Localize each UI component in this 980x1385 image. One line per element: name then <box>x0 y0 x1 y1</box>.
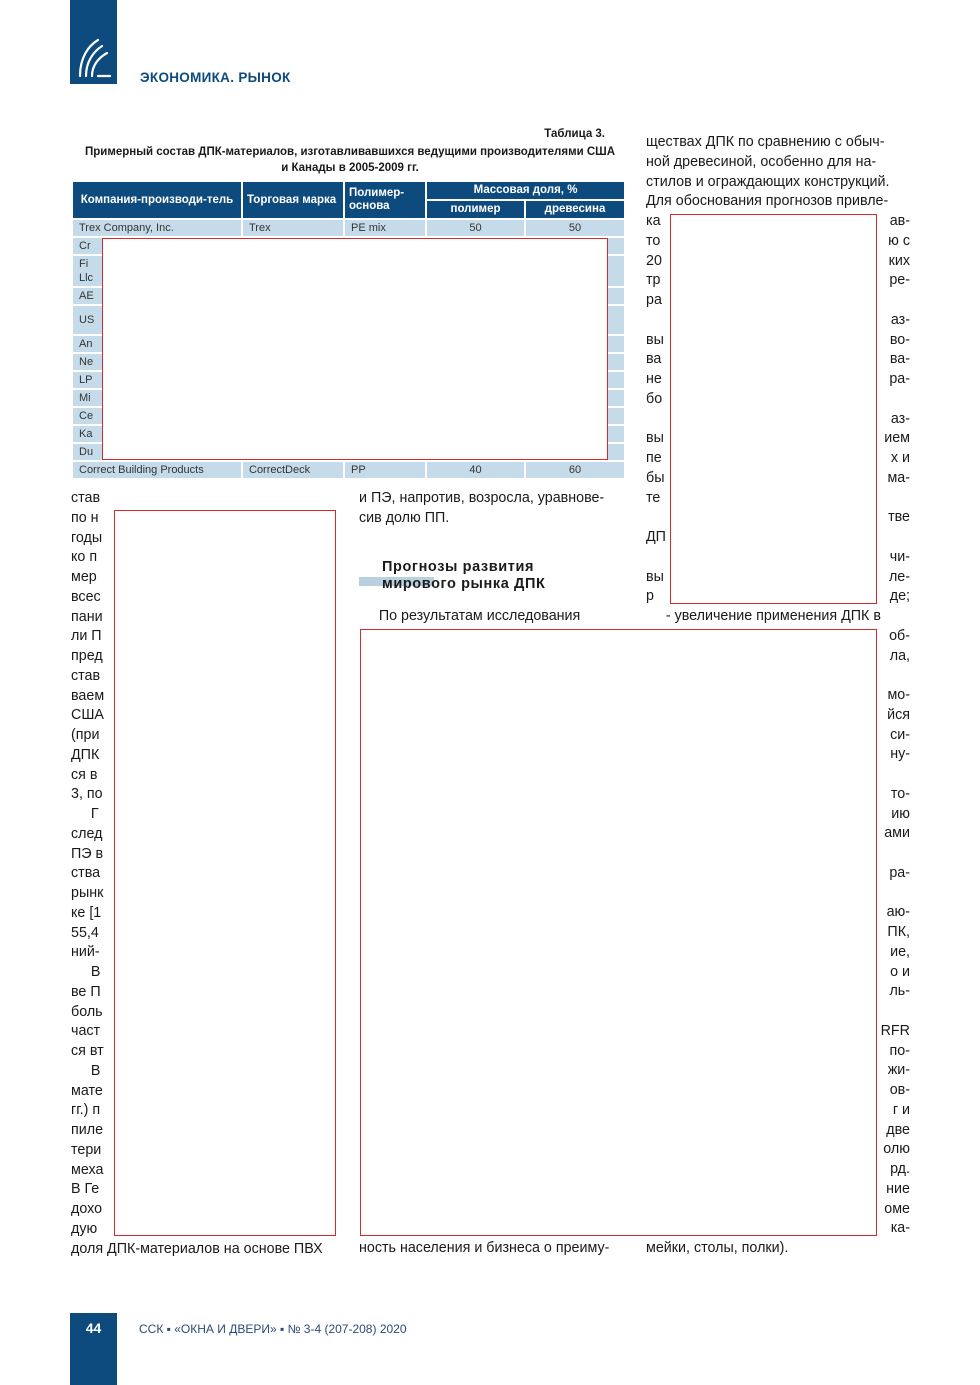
line-start: вы <box>646 430 664 447</box>
line-end: ние <box>886 1180 910 1197</box>
table-cell: 60 <box>526 462 624 478</box>
line-start: пе <box>646 450 662 466</box>
line-end: жи- <box>887 1062 910 1079</box>
line-end: ами <box>884 825 910 842</box>
line-start: ся вт <box>71 1043 104 1059</box>
line-end: йся <box>887 706 910 723</box>
line-start: 55,4 <box>71 924 99 941</box>
line-start: ной древесиной, особенно для на- <box>646 153 877 170</box>
line-start: став <box>71 667 101 684</box>
line-start: тр <box>646 272 661 289</box>
line-start: Для обоснования прогнозов привле- <box>646 193 889 210</box>
line-end: ких <box>888 252 910 269</box>
table-row <box>73 462 624 478</box>
middle-text-last <box>359 1239 621 1259</box>
line-start: ПЭ в <box>71 845 104 862</box>
line-start: бы <box>646 469 665 486</box>
line-end: ие, <box>890 943 910 960</box>
line-start: след <box>71 825 103 842</box>
table-cell: Trex Company, Inc. <box>73 220 241 236</box>
line-start: бо <box>646 390 663 407</box>
line-end: о и <box>890 963 910 980</box>
line-start: ществах ДПК по сравнению с обыч- <box>646 134 885 150</box>
text-line: ность населения и бизнеса о преиму- <box>359 1240 610 1256</box>
heading-line-2: мирового рынка ДПК <box>382 576 546 592</box>
line-start: В <box>71 1062 101 1079</box>
line-start: ли П <box>71 628 102 645</box>
table-cell: Cr <box>73 238 241 254</box>
middle-text-top <box>359 489 621 529</box>
line-end: по- <box>889 1042 910 1059</box>
table-cell: 50 <box>526 220 624 236</box>
table-cell: 40 <box>427 462 524 478</box>
line-start: годы <box>71 529 103 546</box>
line-start: дохо <box>71 1201 103 1217</box>
line-end: чи- <box>889 548 910 565</box>
line-start: ве П <box>71 983 101 1000</box>
heading-line-1: Прогнозы развития <box>382 559 535 575</box>
line-end: ра- <box>889 864 910 881</box>
header-mass-share: Массовая доля, % <box>427 182 624 199</box>
table-cell: Trex <box>243 220 343 236</box>
line-start: 3, по <box>71 786 103 803</box>
table-cell: Correct Building Products <box>73 462 241 478</box>
line-end: RFR <box>880 1022 910 1039</box>
company-logo-icon <box>76 36 112 80</box>
table-cell: An <box>73 336 241 352</box>
line-end: рд. <box>890 1161 910 1177</box>
line-end: оме <box>884 1200 910 1217</box>
redaction-box-bottom <box>360 629 877 1236</box>
line-start: мате <box>71 1082 103 1099</box>
line-end: ка- <box>890 1220 910 1237</box>
line-start: вы <box>646 331 664 348</box>
middle-text-bottom <box>359 607 621 627</box>
line-start: ваем <box>71 687 105 704</box>
line-start: част <box>71 1023 101 1040</box>
table-title: Примерный состав ДПК-материалов, изготавливавшихся ведущими производителями США и Канады в 2005-2009 гг. <box>84 146 616 174</box>
line-end: аз- <box>890 410 910 427</box>
section-heading <box>382 559 545 593</box>
line-end: ием <box>884 430 910 447</box>
line-end: то- <box>890 785 910 802</box>
publication-info: ССК ▪ «ОКНА И ДВЕРИ» ▪ № 3-4 (207-208) 2020 <box>139 1322 407 1336</box>
page-number: 44 <box>85 1320 102 1336</box>
table-cell: AE <box>73 288 241 304</box>
redaction-box-table <box>102 238 608 460</box>
line-start: мер <box>71 569 97 585</box>
line-start: ства <box>71 865 101 882</box>
line-start: ва <box>646 351 662 368</box>
line-start: р <box>646 588 654 605</box>
line-end: об- <box>889 627 910 644</box>
line-start: по н <box>71 509 99 526</box>
table-cell: 50 <box>427 220 524 236</box>
line-start: (при <box>71 727 100 743</box>
line-start: доля ДПК-материалов на основе ПВХ <box>71 1240 323 1257</box>
line-start: те <box>646 489 661 506</box>
line-start: 20 <box>646 252 662 269</box>
line-start: ДП <box>646 529 666 545</box>
line-end: ла, <box>889 647 910 664</box>
line-start: меха <box>71 1161 104 1178</box>
table-caption: Таблица 3. <box>544 128 605 140</box>
text-line <box>359 489 621 509</box>
text-line <box>646 192 910 212</box>
line-start: ся в <box>71 766 98 783</box>
line-end: ле- <box>888 568 910 585</box>
line-start: ке [1 <box>71 904 102 921</box>
header-company: Компания-производи-тель <box>73 182 241 218</box>
table-cell: LP <box>73 372 241 388</box>
table-cell: US <box>73 306 241 334</box>
line-start: В Ге <box>71 1181 100 1198</box>
line-start: рынк <box>71 885 104 901</box>
line-end: мо- <box>887 687 910 703</box>
redaction-box-left <box>114 510 336 1236</box>
line-start: боль <box>71 1003 103 1020</box>
line-start: став <box>71 490 101 506</box>
text-line <box>646 1239 910 1259</box>
line-start: мейки, столы, полки). <box>646 1240 789 1256</box>
section-title: ЭКОНОМИКА. РЫНОК <box>140 70 291 85</box>
table-cell: Fi Llc <box>73 256 241 286</box>
line-end: ну- <box>890 746 910 763</box>
line-start: ра <box>646 292 662 308</box>
line-end: г и <box>892 1101 910 1118</box>
redaction-box-right-top <box>670 214 877 604</box>
line-end: тве <box>888 509 910 526</box>
line-end: ль- <box>889 983 910 1000</box>
line-end: во- <box>889 331 910 348</box>
line-start: стилов и ограждающих конструкций. <box>646 173 890 190</box>
line-end: ра- <box>889 371 910 387</box>
line-end: аю- <box>886 904 910 921</box>
line-start: дую <box>71 1220 98 1237</box>
header-polymer-base: Полимер-основа <box>345 182 425 218</box>
line-end: олю <box>883 1141 910 1158</box>
text-line <box>71 489 336 509</box>
line-end: ав- <box>889 213 910 229</box>
line-start: не <box>646 371 662 387</box>
line-end: ва- <box>889 351 910 368</box>
table-cell: Ka <box>73 426 241 442</box>
line-end: де; <box>889 588 910 605</box>
line-start: ДПК <box>71 746 100 763</box>
table-cell: Ce <box>73 408 241 424</box>
line-end: ю с <box>888 232 910 249</box>
line-end: си- <box>890 726 910 743</box>
text-line <box>646 153 910 173</box>
header-wood: древесина <box>526 201 624 218</box>
line-end: аз- <box>890 311 910 328</box>
line-end: ию <box>891 805 910 822</box>
line-start: ко п <box>71 549 98 566</box>
line-start: ний- <box>71 944 100 961</box>
header-polymer: полимер <box>427 201 524 218</box>
line-end: ов- <box>889 1082 910 1098</box>
line-start: гг.) п <box>71 1102 101 1119</box>
line-end: две <box>886 1121 910 1138</box>
line-start: По результатам исследования <box>359 608 581 624</box>
line-end: х и <box>890 450 910 466</box>
text-line <box>71 1240 336 1260</box>
line-start: и ПЭ, напротив, возросла, уравнове- <box>359 490 605 506</box>
table-cell: Ne <box>73 354 241 370</box>
line-start: то <box>646 232 661 249</box>
line-end: ПК, <box>887 924 910 940</box>
line-start: тери <box>71 1141 102 1158</box>
line-end: ре- <box>889 272 910 289</box>
line-start: всес <box>71 588 101 605</box>
table-cell: Mi <box>73 390 241 406</box>
text-line <box>646 133 910 153</box>
line-start: США <box>71 707 104 724</box>
line-start: пред <box>71 648 103 664</box>
text-line <box>359 607 621 627</box>
line-start: В <box>71 964 101 980</box>
table-cell: CorrectDeck <box>243 462 343 478</box>
line-start: Г <box>71 806 99 822</box>
table-cell: PE mix <box>345 220 425 236</box>
line-end: ма- <box>887 469 910 486</box>
line-start: вы <box>646 568 664 585</box>
line-start: пиле <box>71 1122 104 1138</box>
table-cell: PP <box>345 462 425 478</box>
line-start: - увеличение применения ДПК в <box>646 608 881 624</box>
line-start: ка <box>646 213 661 229</box>
text-line <box>359 509 621 529</box>
line-start: пани <box>71 608 103 625</box>
table-cell: Du <box>73 444 241 460</box>
table-row <box>73 220 624 236</box>
text-line <box>646 173 910 193</box>
line-start: сив долю ПП. <box>359 509 450 526</box>
header-brand: Торговая марка <box>243 182 343 218</box>
text-line <box>646 607 910 627</box>
